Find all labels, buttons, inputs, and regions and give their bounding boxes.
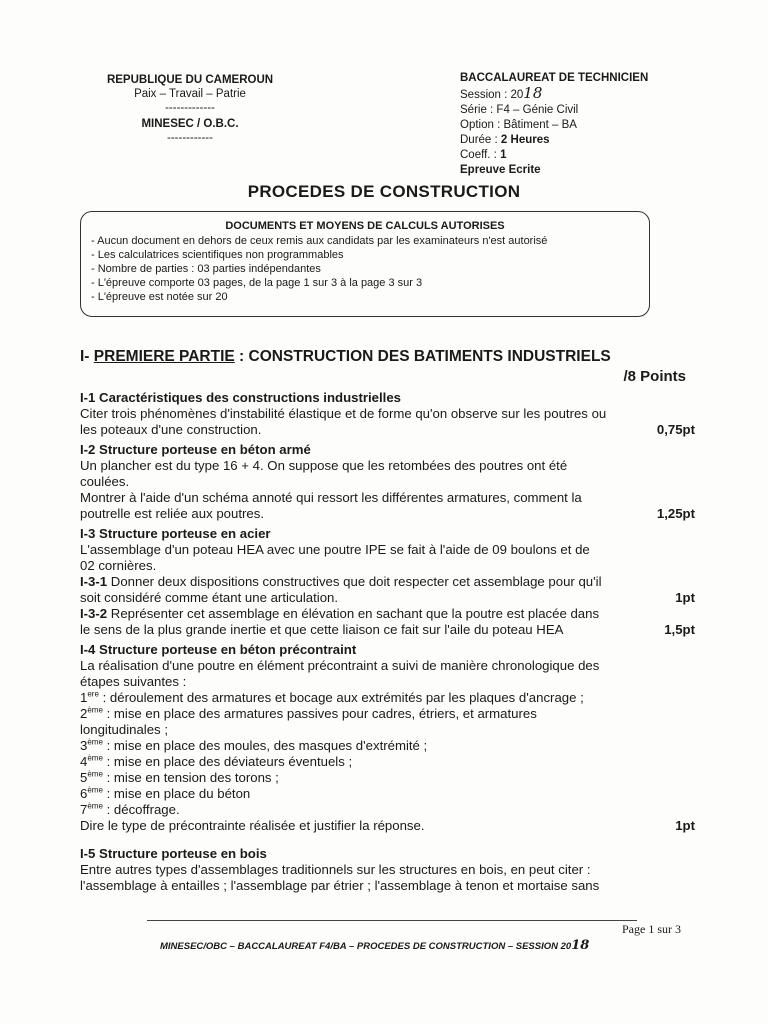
instruction-item: - Aucun document en dehors de ceux remis aux candidats par les examinateurs n'est autorisé	[91, 235, 548, 247]
handwritten-year: 18	[571, 938, 590, 953]
points: 1,25pt	[656, 506, 695, 521]
step-item: 1ere : déroulement des armatures et bocage aux extrémités par les plaques d'ancrage ;	[80, 689, 584, 705]
question-number: I-3-1	[80, 574, 108, 589]
session-line: Session : 2018	[460, 84, 543, 102]
header-right	[460, 71, 648, 178]
coeff-line: Coeff. : 1	[460, 149, 507, 161]
question-number: I-3-2	[80, 606, 108, 621]
national-motto: Paix – Travail – Patrie	[134, 88, 246, 100]
separator: -------------	[165, 102, 215, 114]
instruction-item: - Nombre de parties : 03 parties indépendantes	[91, 263, 321, 275]
section-i5: I-5 Structure porteuse en bois Entre autres types d'assemblages traditionnels sur les structures en bois, en peut citer : l'assemblage à entailles ; l'assemblage par étrier ; l'assemblage à tenon et mortaise sans	[80, 846, 695, 894]
step-item: 2ème : mise en place des armatures passives pour cadres, étriers, et armatures	[80, 705, 537, 721]
page-number: Page 1 sur 3	[622, 922, 681, 936]
footer-rule	[147, 920, 637, 921]
header-left	[90, 73, 290, 145]
section-heading: I-1 Caractéristiques des constructions industrielles	[80, 390, 401, 405]
part1-label: PREMIERE PARTIE	[93, 348, 235, 365]
section-heading: I-5 Structure porteuse en bois	[80, 846, 267, 861]
part1-points: /8 Points	[623, 368, 686, 385]
points: 1,5pt	[664, 622, 695, 637]
epreuve-line: Epreuve Ecrite	[460, 164, 541, 176]
step-item: longitudinales ;	[80, 722, 168, 737]
country-name: REPUBLIQUE DU CAMEROUN	[106, 74, 274, 86]
step-item: 7ème : décoffrage.	[80, 801, 180, 817]
ministry-name: MINESEC / O.B.C.	[141, 118, 239, 130]
section-heading: I-3 Structure porteuse en acier	[80, 526, 271, 541]
points: 1pt	[675, 590, 695, 605]
instructions-list	[91, 234, 547, 304]
section-i2: I-2 Structure porteuse en béton armé Un plancher est du type 16 + 4. On suppose que les retombées des poutres ont été coulées. Montrer à l'aide d'un schéma annoté qui ressort les différentes armatures, comment la poutrelle est reliée aux poutres. 1,25pt	[80, 442, 695, 521]
exam-name: BACCALAUREAT DE TECHNICIEN	[460, 72, 649, 84]
separator: ------------	[167, 132, 213, 144]
footer-text: MINESEC/OBC – BACCALAUREAT F4/BA – PROCEDES DE CONSTRUCTION – SESSION 2018	[160, 938, 590, 953]
part1-heading: I- PREMIERE PARTIE : CONSTRUCTION DES BATIMENTS INDUSTRIELS	[80, 348, 611, 365]
option-line: Option : Bâtiment – BA	[460, 119, 577, 131]
section-heading: I-2 Structure porteuse en béton armé	[80, 442, 311, 457]
document-title: PROCEDES DE CONSTRUCTION	[247, 182, 521, 201]
section-i4: I-4 Structure porteuse en béton précontraint La réalisation d'une poutre en élément précontraint a suivi de manière chronologique des étapes suivantes : 1ere : déroulement des armatures et bocage aux extrémités par les plaques d'ancrage ; 2ème : mise en place des armatures passives pour cadres, étriers, et armatures longitudinales ; 3ème : mise en place des moules, des masques d'extrémité ; 4ème : mise en place des déviateurs éventuels ; 5ème : mise en tension des torons ; 6ème : mise en place du béton 7ème : décoffrage. Dire le type de précontrainte réalisée et justifier la réponse. 1pt	[80, 642, 695, 833]
section-i3: I-3 Structure porteuse en acier L'assemblage d'un poteau HEA avec une poutre IPE se fait à l'aide de 09 boulons et de 02 cornières. I-3-1 Donner deux dispositions constructives que doit respecter cet assemblage pour qu'il soit considéré comme étant une articulation. 1pt I-3-2 Représenter cet assemblage en élévation en sachant que la poutre est placée dans le sens de la plus grande inertie et que cette liaison ce fait sur l'aile du poteau HEA 1,5pt	[80, 526, 695, 637]
section-heading: I-4 Structure porteuse en béton précontraint	[80, 642, 357, 657]
serie-line: Série : F4 – Génie Civil	[460, 104, 579, 116]
step-item: 3ème : mise en place des moules, des masques d'extrémité ;	[80, 737, 428, 753]
instructions-heading: DOCUMENTS ET MOYENS DE CALCULS AUTORISES	[225, 220, 505, 232]
points: 1pt	[675, 818, 695, 833]
part1-title: : CONSTRUCTION DES BATIMENTS INDUSTRIELS	[234, 348, 611, 365]
duration-line: Durée : 2 Heures	[460, 134, 550, 146]
instruction-item: - Les calculatrices scientifiques non programmables	[91, 249, 344, 261]
step-item: 4ème : mise en place des déviateurs éventuels ;	[80, 753, 353, 769]
step-item: 6ème : mise en place du béton	[80, 785, 251, 801]
handwritten-year: 18	[523, 84, 543, 102]
step-item: 5ème : mise en tension des torons ;	[80, 769, 279, 785]
instruction-item: - L'épreuve est notée sur 20	[91, 291, 228, 303]
points: 0,75pt	[656, 422, 695, 437]
instruction-item: - L'épreuve comporte 03 pages, de la page 1 sur 3 à la page 3 sur 3	[91, 277, 423, 289]
section-i1: I-1 Caractéristiques des constructions industrielles Citer trois phénomènes d'instabilité élastique et de forme qu'on observe sur les poutres ou les poteaux d'une construction. 0,75pt	[80, 390, 695, 437]
instructions-box	[80, 211, 650, 317]
